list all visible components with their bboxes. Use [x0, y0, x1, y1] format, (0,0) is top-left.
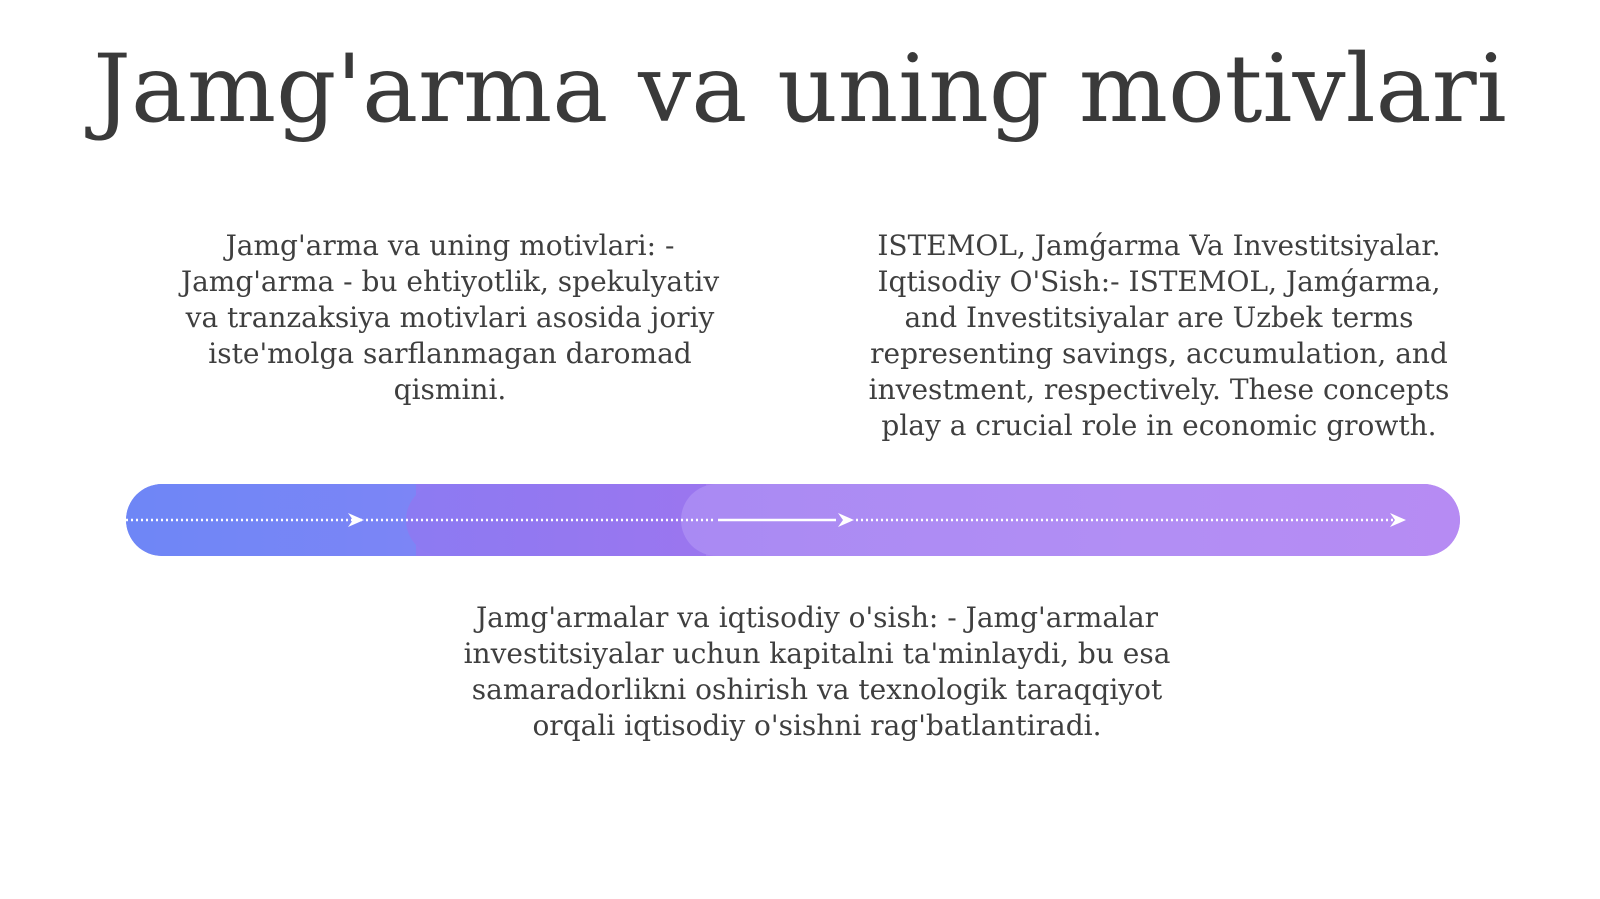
- text-block-bottom: Jamg'armalar va iqtisodiy o'sish: - Jamg'armalar investitsiyalar uchun kapitalni ta'minlaydi, bu esa samaradorlikni oshirish va texnologik taraqqiyot orqali iqtisodiy o'sishni rag'batlantiradi.: [463, 601, 1171, 742]
- arrow-right-icon: [838, 513, 854, 527]
- text-block-right: ISTEMOL, Jamǵarma Va Investitsiyalar. Iqtisodiy O'Sish:- ISTEMOL, Jamǵarma, and Investitsiyalar are Uzbek terms representing savings, accumulation, and investment, respectively. These concepts play a crucial role in economic growth.: [868, 229, 1450, 442]
- slide-title: Jamg'arma va uning motivlari: [93, 35, 1507, 144]
- text-block-left: Jamg'arma va uning motivlari: - Jamg'arma - bu ehtiyotlik, spekulyativ va tranzaksiya motivlari asosida joriy iste'molga sarflanmagan daromad qismini.: [180, 229, 720, 406]
- arrow-right-icon: [348, 513, 364, 527]
- timeline-bar: [126, 484, 1460, 556]
- timeline-arrows: [126, 484, 1460, 556]
